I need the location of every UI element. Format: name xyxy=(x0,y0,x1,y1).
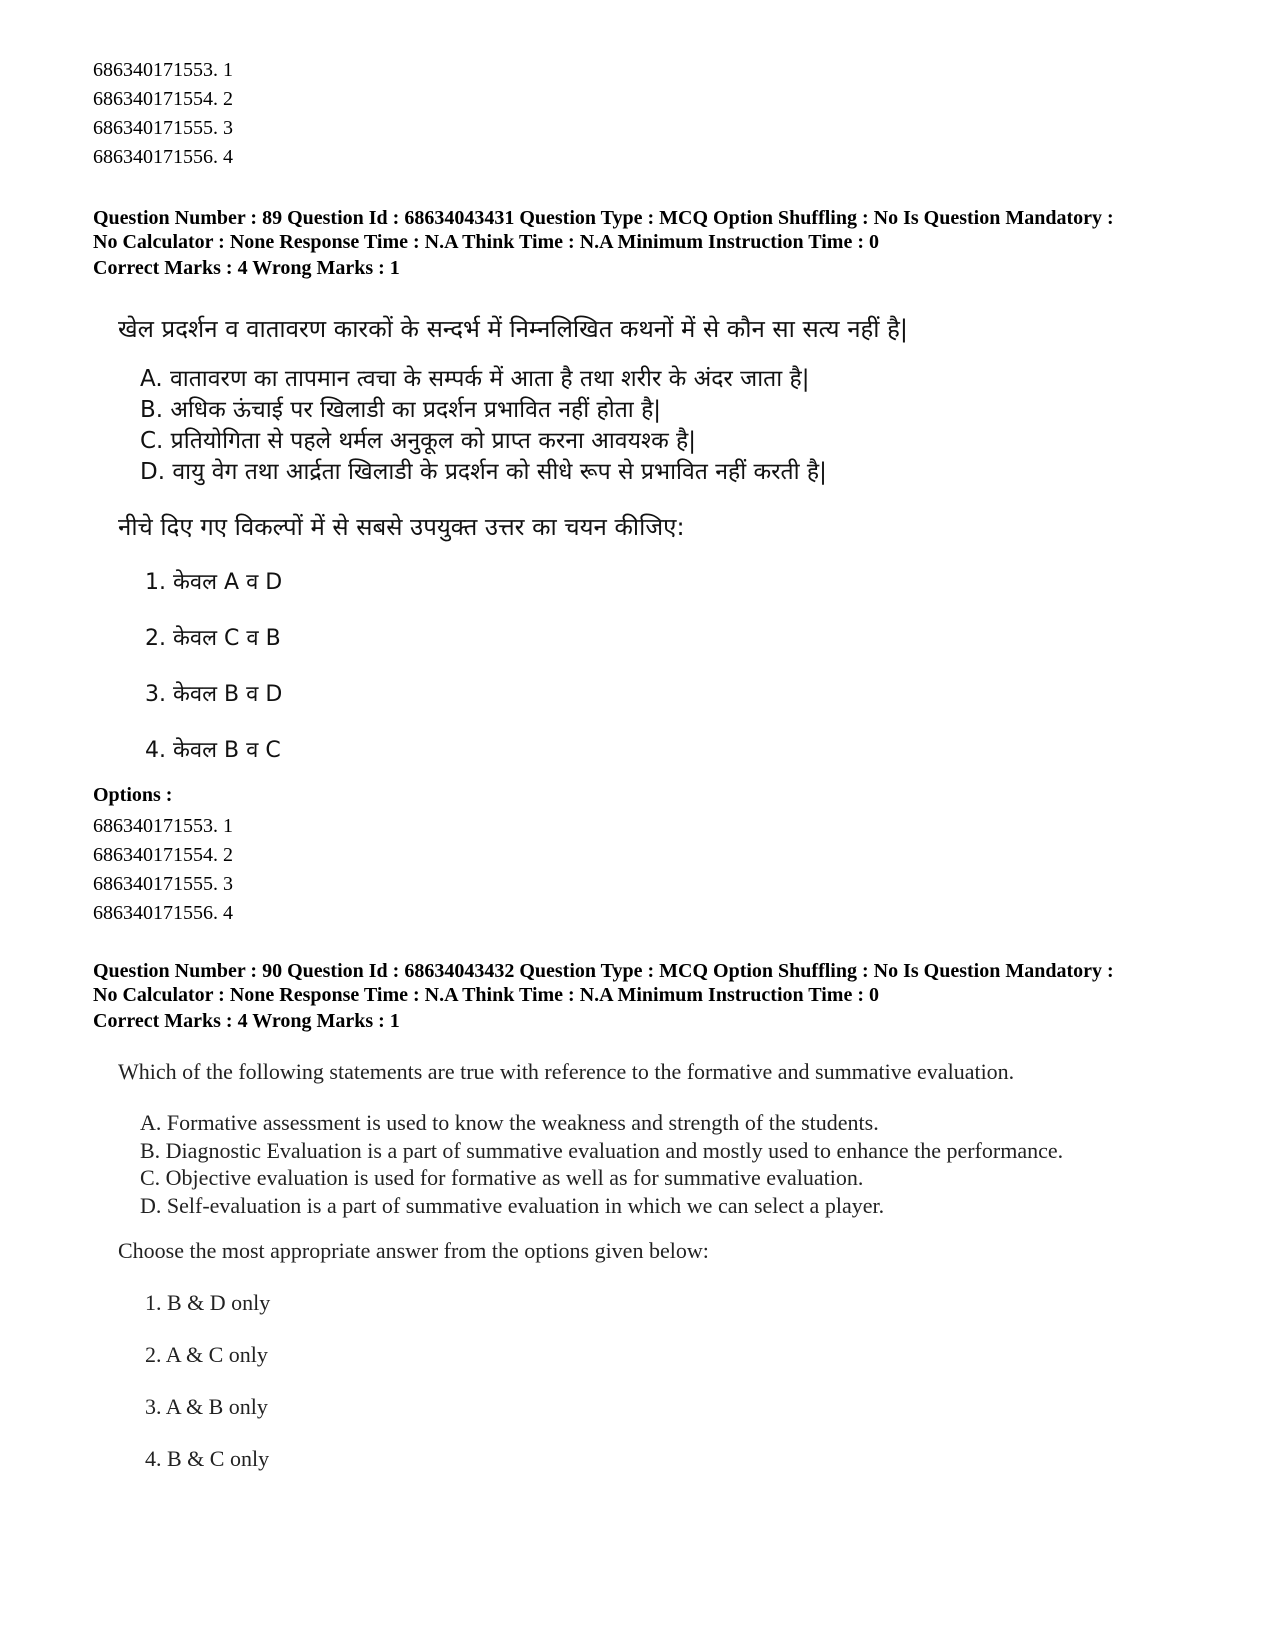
option-item: 686340171553. 1 xyxy=(93,815,233,837)
option-item: 686340171556. 4 xyxy=(93,146,233,168)
answer-choice: 1. B & D only xyxy=(145,1290,271,1315)
statement-item: C. प्रतियोगिता से पहले थर्मल अनुकूल को प्राप्त करना आवयश्क है| xyxy=(140,428,697,454)
option-item: 686340171554. 2 xyxy=(93,844,233,866)
answer-choice: 4. B & C only xyxy=(145,1446,270,1471)
option-item: 686340171553. 1 xyxy=(93,59,233,81)
options-label: Options : xyxy=(93,784,173,806)
answer-choice: 3. केवल B व D xyxy=(145,682,283,707)
question-meta-line: Question Number : 89 Question Id : 68634043431 Question Type : MCQ Option Shuffling : No Is Question Mandatory : xyxy=(93,207,1114,229)
option-item: 686340171554. 2 xyxy=(93,88,233,110)
question-meta-line: No Calculator : None Response Time : N.A Think Time : N.A Minimum Instruction Time : 0 xyxy=(93,984,879,1006)
question-90-stem: Which of the following statements are true with reference to the formative and summative evaluation. xyxy=(118,1059,1015,1084)
question-89-marks: Correct Marks : 4 Wrong Marks : 1 xyxy=(93,257,400,279)
question-meta-line: No Calculator : None Response Time : N.A Think Time : N.A Minimum Instruction Time : 0 xyxy=(93,231,879,253)
statement-item: D. वायु वेग तथा आर्द्रता खिलाडी के प्रदर्शन को सीधे रूप से प्रभावित नहीं करती है| xyxy=(140,459,827,485)
question-90-statements xyxy=(140,1109,1063,1219)
previous-options-list xyxy=(93,56,233,172)
option-item: 686340171555. 3 xyxy=(93,117,233,139)
question-89-options-list xyxy=(93,812,233,928)
question-89-stem: खेल प्रदर्शन व वातावरण कारकों के सन्दर्भ में निम्नलिखित कथनों में से कौन सा सत्य नहीं है| xyxy=(118,315,908,343)
option-item: 686340171556. 4 xyxy=(93,902,233,924)
question-89-statements xyxy=(140,364,827,488)
answer-choice: 1. केवल A व D xyxy=(145,570,283,595)
statement-item: D. Self-evaluation is a part of summative evaluation in which we can select a player. xyxy=(140,1192,885,1218)
question-90-meta xyxy=(93,959,1114,1007)
option-item: 686340171555. 3 xyxy=(93,873,233,895)
statement-item: A. Formative assessment is used to know the weakness and strength of the students. xyxy=(140,1110,879,1135)
statement-item: B. अधिक ऊंचाई पर खिलाडी का प्रदर्शन प्रभावित नहीं होता है| xyxy=(140,397,662,423)
statement-item: B. Diagnostic Evaluation is a part of summative evaluation and mostly used to enhance the performance. xyxy=(140,1137,1064,1163)
statement-item: A. वातावरण का तापमान त्वचा के सम्पर्क में आता है तथा शरीर के अंदर जाता है| xyxy=(140,366,810,392)
question-90-marks: Correct Marks : 4 Wrong Marks : 1 xyxy=(93,1010,400,1032)
question-meta-line: Question Number : 90 Question Id : 68634043432 Question Type : MCQ Option Shuffling : No Is Question Mandatory : xyxy=(93,960,1114,982)
answer-choice: 2. केवल C व B xyxy=(145,626,281,651)
question-90-choose-prompt: Choose the most appropriate answer from the options given below: xyxy=(118,1238,709,1263)
statement-item: C. Objective evaluation is used for formative as well as for summative evaluation. xyxy=(140,1165,864,1190)
question-89-meta xyxy=(93,206,1114,254)
answer-choice: 4. केवल B व C xyxy=(145,738,281,763)
answer-choice: 3. A & B only xyxy=(145,1394,268,1419)
answer-choice: 2. A & C only xyxy=(145,1342,268,1367)
question-89-choose-prompt: नीचे दिए गए विकल्पों में से सबसे उपयुक्त उत्तर का चयन कीजिए: xyxy=(118,513,685,541)
